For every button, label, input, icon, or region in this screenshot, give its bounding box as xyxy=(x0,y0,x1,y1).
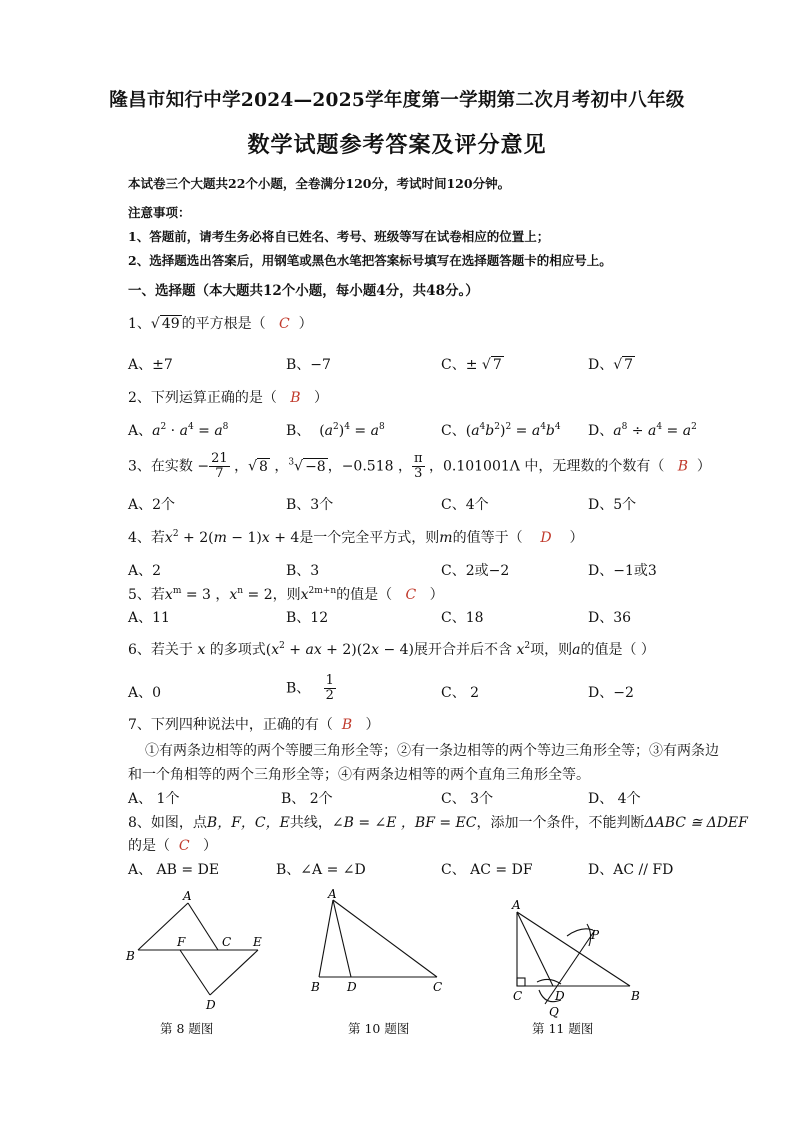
q2-option-c: C、$(a^4b^2)^2 = a^4b^4$ xyxy=(441,422,561,439)
fig10-label: B xyxy=(311,980,320,994)
q7-statements-line2: 和一个角相等的两个三角形全等；④有两条边相等的两个直角三角形全等。 xyxy=(128,767,590,783)
note-1: 1、答题前，请考生务必将自已姓名、考号、班级等写在试卷相应的位置上； xyxy=(128,229,550,244)
fig11-label: B xyxy=(631,989,640,1003)
q7-option-d: D、 4个 xyxy=(588,791,641,807)
answer-4: D xyxy=(540,530,552,546)
q3-option-a: A、2个 xyxy=(128,497,176,513)
fig11-label: Q xyxy=(549,1005,559,1019)
question-5: 5、若$x^m = 3$ ，$x^n = 2$，则$x^{2m+n}$的值是（ C ） xyxy=(128,586,444,603)
figure-10-caption: 第 10 题图 xyxy=(348,1021,410,1036)
fig8-label: E xyxy=(253,935,262,949)
figure-8-caption: 第 8 题图 xyxy=(160,1021,214,1036)
fig8-label: B xyxy=(126,949,135,963)
page-subtitle: 数学试题参考答案及评分意见 xyxy=(247,132,547,158)
q3-option-c: C、4个 xyxy=(441,497,489,513)
fig11-label: D xyxy=(555,989,565,1003)
fig8-label: C xyxy=(222,935,232,949)
figure-8 xyxy=(120,885,270,1015)
q2-option-d: D、$a^8 \div a^4 = a^2$ xyxy=(588,422,697,439)
page-title: 隆昌市知行中学2024—2025学年度第一学期第二次月考初中八年级 xyxy=(109,90,685,111)
question-7: 7、下列四种说法中，正确的有（ B ） xyxy=(128,717,380,733)
answer-1: C xyxy=(279,316,290,332)
exam-summary: 本试卷三个大题共22个小题，全卷满分120分，考试时间120分钟。 xyxy=(128,176,511,191)
q6-option-c: C、 2 xyxy=(441,685,480,701)
q1-option-a: A、±7 xyxy=(128,357,173,373)
question-3: 3、在实数 − $\frac{21}{7}$ ，√ 8 ，$^3$√ −8 ，−0.518 ， $\frac{\pi}{3}$ ，0.101001Λ 中，无理数的个数有（ B ） xyxy=(128,451,711,481)
q4-option-d: D、−1或3 xyxy=(588,563,657,579)
question-8: 8、如图，点B，F，C，E共线，∠B = ∠E ，BF = EC，添加一个条件，不能判断ΔABC ≅ ΔDEF xyxy=(128,815,748,831)
q4-option-a: A、2 xyxy=(128,563,162,579)
q1-option-b: B、−7 xyxy=(286,357,331,373)
q2-option-b: B、 $(a^2)^4 = a^8$ xyxy=(286,422,385,439)
fig11-label: C xyxy=(513,989,523,1003)
q4-option-c: C、2或−2 xyxy=(441,563,510,579)
note-2: 2、选择题选出答案后，用钢笔或黑色水笔把答案标号填写在选择题答题卡的相应号上。 xyxy=(128,253,612,268)
fig8-label: F xyxy=(177,935,186,949)
answer-3: B xyxy=(677,458,688,475)
figure-11-caption: 第 11 题图 xyxy=(532,1021,594,1036)
fig10-label: D xyxy=(347,980,357,994)
q8-option-b: B、∠A = ∠D xyxy=(276,862,366,878)
figure-11 xyxy=(505,890,655,1020)
fig11-label: A xyxy=(512,898,521,912)
fig8-label: D xyxy=(206,998,216,1012)
q7-option-b: B、 2个 xyxy=(281,791,333,807)
question-6: 6、若关于 x 的多项式($x^2$ + ax + 2)(2x − 4)展开合并后不含 $x^2$项，则a的值是（ ） xyxy=(128,641,655,658)
q7-statements-line1: ①有两条边相等的两个等腰三角形全等；②有一条边相等的两个等边三角形全等；③有两条边 xyxy=(145,743,719,759)
fig10-label: A xyxy=(328,887,337,901)
answer-5: C xyxy=(405,587,417,603)
q5-option-a: A、11 xyxy=(128,610,170,626)
question-8-line2: 的是（ C ） xyxy=(128,838,217,854)
q1-option-d: D、√ 7 xyxy=(588,357,634,373)
q6-option-a: A、0 xyxy=(128,685,162,701)
answer-7: B xyxy=(341,717,353,733)
q5-option-b: B、12 xyxy=(286,610,329,626)
fig8-label: A xyxy=(183,889,192,903)
q6-option-b: B、 $\frac{1}{2}$ xyxy=(286,673,334,703)
q7-option-c: C、 3个 xyxy=(441,791,494,807)
q3-option-b: B、3个 xyxy=(286,497,334,513)
q5-option-d: D、36 xyxy=(588,610,632,626)
fig11-label: P xyxy=(591,928,600,942)
q8-option-a: A、 AB = DE xyxy=(128,862,220,878)
q6-option-d: D、−2 xyxy=(588,685,634,701)
q8-option-d: D、AC // FD xyxy=(588,862,674,878)
q2-option-a: A、$a^2 \cdot a^4 = a^8$ xyxy=(128,422,229,439)
q4-option-b: B、3 xyxy=(286,563,320,579)
q5-option-c: C、18 xyxy=(441,610,484,626)
q3-option-d: D、5个 xyxy=(588,497,637,513)
fig10-label: C xyxy=(433,980,443,994)
figure-10 xyxy=(305,885,455,1000)
q7-option-a: A、 1个 xyxy=(128,791,180,807)
q8-option-c: C、 AC = DF xyxy=(441,862,533,878)
answer-8: C xyxy=(178,838,190,854)
answer-2: B xyxy=(290,390,301,406)
question-2: 2、下列运算正确的是（ B ） xyxy=(128,390,328,406)
q1-option-c: C、± √ 7 xyxy=(441,357,502,373)
section-title: 一、选择题（本大题共12个小题，每小题4分，共48分。） xyxy=(128,283,479,299)
question-1: 1、√ 49 的平方根是（ C ） xyxy=(128,316,313,332)
question-4: 4、若$x^2 + 2(m - 1)x + 4$是一个完全平方式，则m的值等于（ D ） xyxy=(128,529,584,546)
notes-title: 注意事项： xyxy=(128,205,191,220)
